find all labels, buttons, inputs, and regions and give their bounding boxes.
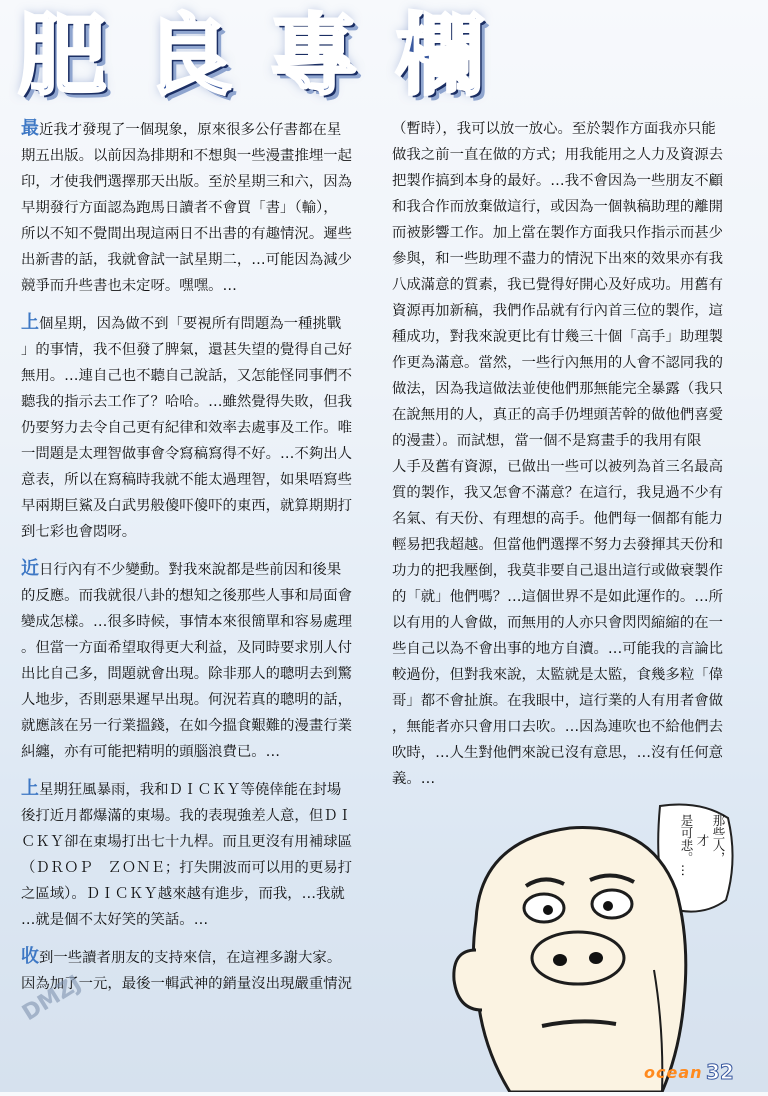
text-line: 做我之前一直在做的方式；用我能用之人力及資源去	[392, 147, 723, 163]
text-line: 在說無用的人，真正的高手仍埋頭苦幹的做他們喜愛	[392, 407, 723, 423]
text-line: ，無能者亦只會用口去吹。…因為連吹也不給他們去	[392, 719, 723, 735]
left-nostril	[553, 954, 567, 966]
text-line: ＣＫＹ卻在東場打出七十九桿。而且更沒有用補球區	[21, 834, 352, 850]
text-line: 作更為滿意。當然，一些行內無用的人會不認同我的	[392, 355, 723, 371]
text-line: 期五出版。以前因為排期和不想與一些漫畫推埋一起	[21, 148, 352, 164]
text-line: 以有用的人會做，而無用的人亦只會閃閃縮縮的在一	[392, 615, 723, 631]
text-line: 。但當一方面希望取得更大利益，及同時要求別人付	[21, 640, 352, 656]
paragraph	[21, 116, 365, 299]
text-line: 後打近月都爆滿的東場。我的表現強差人意，但ＤＩ	[21, 808, 352, 824]
magazine-logo: ocean	[644, 1063, 703, 1082]
speech-bubble-line: 那些人，	[711, 814, 726, 864]
text-line: 糾纏，亦有可能把精明的頭腦浪費已。…	[21, 744, 281, 760]
right-column	[392, 116, 744, 792]
watermark: DMZJ	[18, 970, 86, 1027]
text-line: 上個星期，因為做不到「要視所有問題為一種挑戰	[21, 312, 342, 333]
text-line: 質的製作，我又怎會不滿意？在這行，我見過不少有	[392, 485, 723, 501]
text-line: （ＤＲＯＰ ＺＯＮＥ；打失開波而可以用的更易打	[21, 860, 352, 876]
text-line: …就是個不太好笑的笑話。…	[21, 912, 209, 928]
text-line: 早兩期巨鯊及白武男般傻吓傻吓的東西，就算期期打	[21, 498, 352, 514]
title-band	[0, 0, 768, 108]
text-line: 做法，因為我這做法並使他們那無能完全暴露（我只	[392, 381, 723, 397]
text-line: 較過份，但對我來說，太監就是太監，食幾多粒「偉	[392, 667, 723, 683]
drop-cap: 上	[21, 312, 39, 333]
left-pupil	[543, 905, 553, 915]
text-line: 八成滿意的質素，我已覺得好開心及好成功。用舊有	[392, 277, 723, 293]
text-line: 上星期狂風暴雨，我和ＤＩＣＫＹ等僥倖能在封場	[21, 778, 342, 799]
text-line: 輕易把我超越。但當他們選擇不努力去發揮其天份和	[392, 537, 723, 553]
page-title: 肥良專欄	[18, 4, 523, 107]
text-line: （暫時），我可以放一放心。至於製作方面我亦只能	[392, 121, 716, 137]
speech-bubble-line: 才	[695, 834, 710, 847]
text-line: 出比自己多，問題就會出現。除非那人的聰明去到驚	[21, 666, 352, 682]
text-line: 和我合作而放棄做這行，或因為一個執稿助理的離開	[392, 199, 723, 215]
text-line: 出新書的話，我就會試一試星期二，…可能因為減少	[21, 252, 352, 268]
text-line: 變成怎樣。…很多時候，事情本來很簡單和容易處理	[21, 614, 352, 630]
text-line: 就應該在另一行業搵錢，在如今搵食艱難的漫畫行業	[21, 718, 352, 734]
character-illustration	[440, 800, 740, 1092]
text-line: 功力的把我壓倒，我莫非要自己退出這行或做衰製作	[392, 563, 723, 579]
text-line: 哥」都不會扯旗。在我眼中，這行業的人有用者會做	[392, 693, 723, 709]
paragraph	[21, 556, 365, 765]
text-line: 近日行內有不少變動。對我來說都是些前因和後果	[21, 558, 342, 579]
text-line: 而被影響工作。加上當在製作方面我只作指示而甚少	[392, 225, 723, 241]
drop-cap: 最	[21, 118, 39, 139]
text-line: 競爭而升些書也未定呀。嘿嘿。…	[21, 278, 237, 294]
text-line: 的漫畫）。而試想，當一個不是寫畫手的我用有限	[392, 433, 702, 449]
left-column	[21, 116, 365, 1008]
paragraph	[21, 310, 365, 545]
text-line: 義。…	[392, 771, 436, 787]
text-line: 仍要努力去令自己更有紀律和效率去處事及工作。唯	[21, 420, 352, 436]
text-line: 把製作搞到本身的最好。…我不會因為一些朋友不顧	[392, 173, 723, 189]
text-line: 因為加了一元，最後一輯武神的銷量沒出現嚴重情況	[21, 976, 352, 992]
right-pupil	[603, 901, 613, 911]
text-line: 名氣、有天份、有理想的高手。他們每一個都有能力	[392, 511, 723, 527]
text-line: 無用。…連自己也不聽自己說話，又怎能怪同事們不	[21, 368, 352, 384]
page-number: 32	[706, 1060, 734, 1084]
text-line: 印，才使我們選擇那天出版。至於星期三和六，因為	[21, 174, 352, 190]
drop-cap: 近	[21, 558, 39, 579]
text-line: 最近我才發現了一個現象，原來很多公仔書都在星	[21, 118, 342, 139]
drop-cap: 收	[21, 946, 39, 967]
text-line: 」的事情，我不但發了脾氣，還甚失望的覺得自己好	[21, 342, 352, 358]
text-line: 到七彩也會悶呀。	[21, 524, 137, 540]
text-line: 聽我的指示去工作了？哈哈。…雖然覺得失敗，但我	[21, 394, 352, 410]
nose	[532, 932, 624, 984]
paragraph	[21, 776, 365, 933]
text-line: 之區域）。ＤＩＣＫＹ越來越有進步，而我，…我就	[21, 886, 345, 902]
text-line: 吹時，…人生對他們來說已沒有意思，…沒有任何意	[392, 745, 723, 761]
text-line: 資源再加新稿，我們作品就有行內首三位的製作，這	[392, 303, 723, 319]
text-line: 所以不知不覺間出現這兩日不出書的有趣情況。遲些	[21, 226, 352, 242]
text-line: 一問題是太理智做事會令寫稿寫得不好。…不夠出人	[21, 446, 352, 462]
speech-bubble-line: 是可悲。…	[679, 814, 694, 877]
text-line: 早期發行方面認為跑馬日讀者不會買「書」（輸），	[21, 200, 338, 216]
text-line: 些自己以為不會出事的地方自瀆。…可能我的言論比	[392, 641, 723, 657]
text-line: 的「就」他們嗎？…這個世界不是如此運作的。…所	[392, 589, 723, 605]
right-nostril	[589, 952, 603, 964]
text-line: 意表，所以在寫稿時我就不能太過理智，如果唔寫些	[21, 472, 352, 488]
text-line: 收到一些讀者朋友的支持來信，在這裡多謝大家。	[21, 946, 342, 967]
text-line: 的反應。而我就很八卦的想知之後那些人事和局面會	[21, 588, 352, 604]
text-line: 人地步，否則惡果遲早出現。何況若真的聰明的話，	[21, 692, 352, 708]
text-line: 參與，和一些助理不盡力的情況下出來的效果亦有我	[392, 251, 723, 267]
text-line: 種成功，對我來說更比有廿幾三十個「高手」助理製	[392, 329, 723, 345]
drop-cap: 上	[21, 778, 39, 799]
text-line: 人手及舊有資源，已做出一些可以被列為首三名最高	[392, 459, 723, 475]
